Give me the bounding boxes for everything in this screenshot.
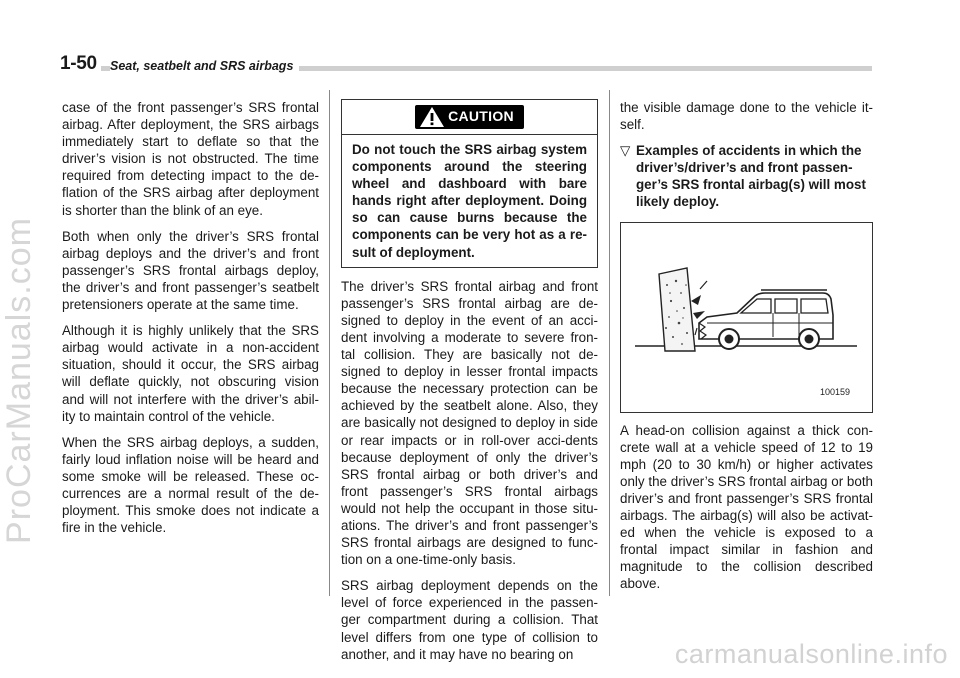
example-heading — [620, 142, 873, 210]
side-watermark-text: ProCarManuals.com — [0, 216, 38, 544]
paragraph: Both when only the driver’s SRS frontal airbag deploys and the driver’s and front passenger’s SRS frontal airbags deploy, the driver’s and front passenger’s seatbelt pretensioners operate at the same time. — [62, 228, 319, 313]
caution-label: CAUTION — [448, 108, 514, 125]
caution-badge — [415, 105, 524, 129]
example-heading-text: Examples of accidents in which the driver’s/driver’s and front passen-ger’s SRS frontal airbag(s) will most likely deploy. — [636, 143, 866, 210]
side-watermark — [0, 100, 38, 660]
paragraph: A head-on collision against a thick con-crete wall at a vehicle speed of 12 to 19 mph (20 to 30 km/h) or higher activates only the driver’s SRS frontal airbag or both driver’s and front passenger’s SRS frontal airbags. The airbag(s) will also be activat-ed when the vehicle is exposed to a frontal impact similar in fashion and magnitude to the collision described above. — [620, 422, 873, 592]
column-divider — [609, 90, 610, 596]
page-number: 1-50 — [60, 53, 101, 75]
paragraph: case of the front passenger’s SRS frontal airbag. After deployment, the SRS airbags immediately start to deflate so that the driver’s vision is not obstructed. The time required from detecting impact to the de-flation of the SRS airbag after deployment is shorter than the blink of an eye. — [62, 100, 319, 218]
paragraph: When the SRS airbag deploys, a sudden, fairly loud inflation noise will be heard and some smoke will be released. These oc-currences are a normal result of the de-ployment. This smoke does not indicate a fire in the vehicle. — [62, 434, 319, 536]
car-crash-wall-illustration — [621, 223, 872, 412]
paragraph: the visible damage done to the vehicle it-self. — [620, 100, 873, 133]
figure-code: 100159 — [819, 387, 850, 398]
paragraph: SRS airbag deployment depends on the level of force experienced in the passen-ger compartment during a collision. That level differs from one type of collision to another, and it may have no bearing on — [341, 578, 598, 662]
triangle-bullet-icon: ▽ — [620, 143, 631, 159]
bottom-watermark: carmanualsonline.info — [674, 639, 948, 669]
paragraph: Although it is highly unlikely that the SRS airbag would activate in a non-accident situation, should it occur, the SRS airbag will deflate quickly, not obscuring vision and will not interfere with the driver’s abil-ity to maintain control of the vehicle. — [62, 323, 319, 424]
column-divider — [329, 90, 330, 596]
caution-header — [342, 100, 597, 135]
column-1 — [62, 99, 319, 545]
caution-box — [341, 99, 598, 268]
column-3 — [620, 99, 873, 602]
caution-text: Do not touch the SRS airbag system components around the steering wheel and dashboard with bare hands right after deployment. Doing so can cause burns because the components can be very hot as a re-sult of deployment. — [352, 142, 587, 260]
warning-triangle-icon — [419, 106, 445, 128]
crash-figure — [620, 222, 873, 413]
section-title: Seat, seatbelt and SRS airbags — [110, 59, 299, 73]
column-2 — [341, 99, 598, 672]
paragraph: The driver’s SRS frontal airbag and front passenger’s SRS frontal airbag are de-signed to deploy in the event of an acci-dent involving a moderate to severe fron-tal collision. They are basically not de-signed to deploy in lesser frontal impacts because the necessary protection can be achieved by the seatbelt alone. Also, they are basically not designed to deploy in side or rear impacts or in roll-over acci-dents because deployment of only the driver’s SRS frontal airbag or both driver’s and front passenger’s SRS frontal airbags would not help the occupant in those situ-ations. The driver’s and front passenger’s SRS frontal airbags are designed to func-tion on a one-time-only basis. — [341, 278, 598, 568]
